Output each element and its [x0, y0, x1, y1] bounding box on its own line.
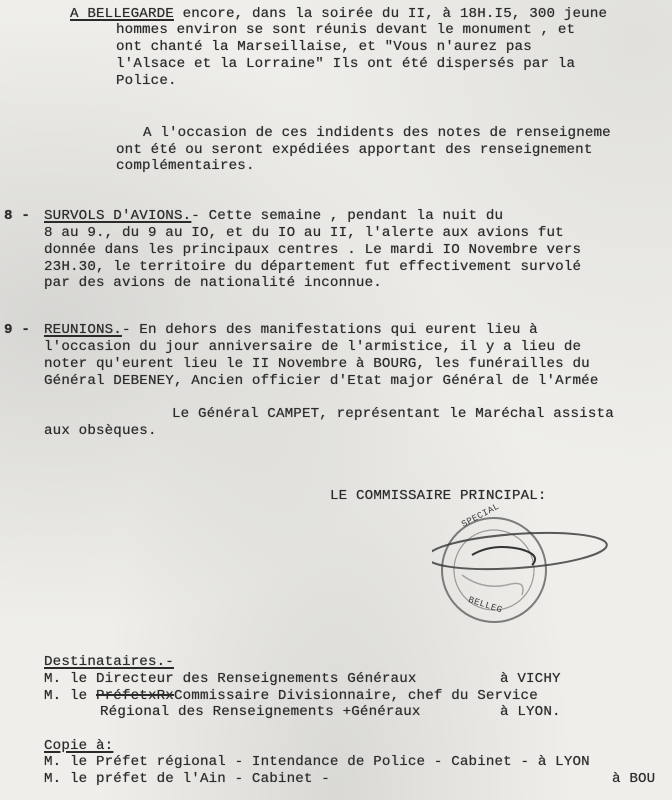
- p1-line1: [70, 6, 607, 22]
- p3-line1-rest: - Cette semaine , pendant la nuit du: [191, 208, 504, 224]
- recipients-heading-text: Destinataires.-: [44, 654, 174, 670]
- recipients-heading: [44, 654, 174, 670]
- recipient-3: Régional des Renseignements +Généraux: [100, 704, 421, 720]
- p3-line1: [44, 208, 503, 224]
- copies-heading-text: Copie à:: [44, 738, 114, 754]
- recipient-2: [44, 688, 538, 704]
- p1-line3: ont chanté la Marseillaise, et "Vous n'aurez pas: [116, 39, 532, 55]
- p1-line5: Police.: [116, 73, 177, 89]
- copy-2-location: à BOU: [612, 771, 656, 787]
- p3-marker: 8 -: [4, 208, 30, 224]
- p3-line2: 8 au 9., du 9 au IO, et du IO au II, l'alerte aux avions fut: [44, 225, 564, 241]
- p1-town: A BELLEGARDE: [70, 6, 174, 22]
- p4-line2: l'occasion du jour anniversaire de l'armistice, il y a lieu de: [44, 339, 582, 355]
- p2-line3: complémentaires.: [116, 158, 255, 174]
- recipient-1: M. le Directeur des Renseignements Généraux: [44, 671, 417, 687]
- p4-line1: [44, 322, 538, 338]
- p4-marker: 9 -: [4, 322, 30, 338]
- p3-line4: 23H.30, le territoire du département fut effectivement survolé: [44, 259, 582, 275]
- p2-line2: ont été ou seront expédiées apportant des renseignement: [116, 142, 593, 158]
- recipient-3-location: à LYON.: [500, 704, 561, 720]
- copy-1: M. le Préfet régional - Intendance de Police - Cabinet - à LYON: [44, 754, 590, 770]
- copy-2: M. le préfet de l'Ain - Cabinet -: [44, 771, 330, 787]
- recipient-2-prefix: M. le: [44, 688, 96, 704]
- p3-heading: SURVOLS D'AVIONS.: [44, 208, 192, 224]
- p4-line3: noter qu'eurent lieu le II Novembre à BOURG, les funérailles du: [44, 356, 590, 372]
- recipient-2-rest: Commissaire Divisionnaire, chef du Service: [173, 688, 538, 704]
- recipient-2-struck: PréfetxRx: [95, 688, 174, 704]
- p3-line5: par des avions de nationalité inconnue.: [44, 275, 382, 291]
- p1-line1-rest: encore, dans la soirée du II, à 18H.I5, 300 jeune: [173, 6, 608, 22]
- p4-heading: REUNIONS.: [44, 322, 122, 338]
- recipient-1-location: à VICHY: [500, 671, 561, 687]
- p1-line2: hommes environ se sont réunis devant le monument , et: [116, 22, 576, 38]
- copies-heading: [44, 738, 113, 754]
- p4-line1-rest: - En dehors des manifestations qui eurent lieu à: [121, 322, 538, 338]
- signature-title: LE COMMISSAIRE PRINCIPAL:: [330, 488, 547, 504]
- p4-line4: Général DEBENEY, Ancien officier d'Etat major Général de l'Armée: [44, 373, 599, 389]
- p3-line3: donnée dans les principaux centres . Le mardi IO Novembre vers: [44, 242, 582, 258]
- p4-line5: Le Général CAMPET, représentant le Maréchal assista: [172, 406, 614, 422]
- official-stamp: [432, 501, 622, 625]
- p1-line4: l'Alsace et la Lorraine" Ils ont été dispersés par la: [116, 56, 576, 72]
- p2-line1: A l'occasion de ces indidents des notes de renseigneme: [143, 125, 611, 141]
- stamp-bottom-text: BELLEG: [466, 595, 504, 616]
- p4-line6: aux obsèques.: [44, 423, 157, 439]
- stamp-top-text: SPECIAL: [460, 501, 502, 530]
- stamp-graphic: [432, 515, 622, 625]
